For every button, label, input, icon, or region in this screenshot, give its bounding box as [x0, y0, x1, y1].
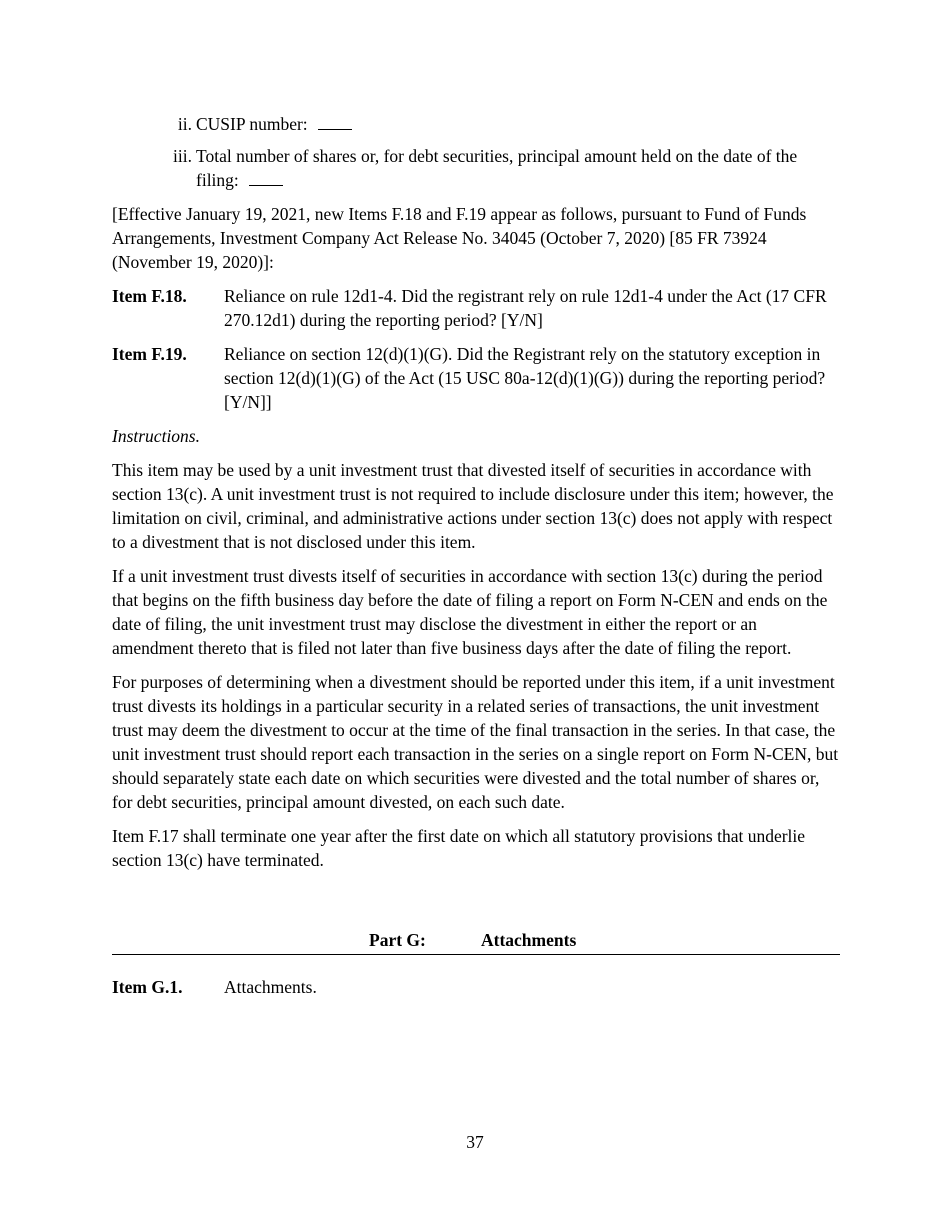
item-text: Attachments. — [224, 977, 317, 997]
item-f19 — [112, 342, 840, 414]
instructions-heading: Instructions. — [112, 426, 200, 446]
item-g1 — [112, 975, 840, 999]
list-number: ii. — [177, 114, 192, 134]
list-text: Total number of shares or, for debt securities, principal amount held on the date of the filing: — [196, 146, 798, 190]
list-item-total-shares — [112, 144, 840, 192]
item-text: Reliance on section 12(d)(1)(G). Did the Registrant rely on the statutory exception in section 12(d)(1)(G) of the Act (15 USC 80a-12(d)(1)(G)) during the reporting period? [Y/N]] — [224, 344, 826, 412]
paragraph: For purposes of determining when a divestment should be reported under this item, if a unit investment trust divests its holdings in a particular security in a related series of transactions, the unit investment trust may deem the divestment to occur at the time of the final transaction in the series. In that case, the unit investment trust should report each transaction in the series on a single report on Form N-CEN, but should separately state each date on which securities were divested and the total number of shares or, for debt securities, principal amount divested, on each such date. — [112, 672, 839, 812]
blank-line — [318, 115, 352, 130]
part-title: Attachments — [481, 930, 577, 950]
paragraph: Item F.17 shall terminate one year after the first date on which all statutory provisions that underlie section 13(c) have terminated. — [112, 826, 806, 870]
item-f18 — [112, 284, 840, 332]
item-label: Item F.19. — [112, 344, 187, 364]
part-g-heading — [112, 928, 840, 955]
paragraph: If a unit investment trust divests itself of securities in accordance with section 13(c) during the period that begins on the fifth business day before the date of filing a report on Form N-CEN and ends on the date of filing, the unit investment trust may disclose the divestment in either the report or an amendment thereto that is filed not later than five business days after the date of filing the report. — [112, 566, 828, 658]
list-item-cusip — [112, 112, 840, 136]
page-number: 37 — [466, 1132, 484, 1152]
list-text: CUSIP number: — [196, 114, 308, 134]
part-label: Part G: — [369, 930, 426, 950]
item-label: Item F.18. — [112, 286, 187, 306]
document-page — [112, 112, 840, 999]
list-number: iii. — [173, 146, 192, 166]
item-label: Item G.1. — [112, 977, 183, 997]
blank-line — [249, 171, 283, 186]
effective-note: [Effective January 19, 2021, new Items F.18 and F.19 appear as follows, pursuant to Fund of Funds Arrangements, Investment Company Act Release No. 34045 (October 7, 2020) [85 FR 73924 (November 19, 2020)]: — [112, 204, 807, 272]
item-text: Reliance on rule 12d1-4. Did the registrant rely on rule 12d1-4 under the Act (17 CFR 270.12d1) during the reporting period? [Y/N] — [224, 286, 827, 330]
paragraph: This item may be used by a unit investment trust that divested itself of securities in accordance with section 13(c). A unit investment trust is not required to include disclosure under this item; however, the limitation on civil, criminal, and administrative actions under section 13(c) does not apply with respect to a divestment that is not disclosed under this item. — [112, 460, 834, 552]
